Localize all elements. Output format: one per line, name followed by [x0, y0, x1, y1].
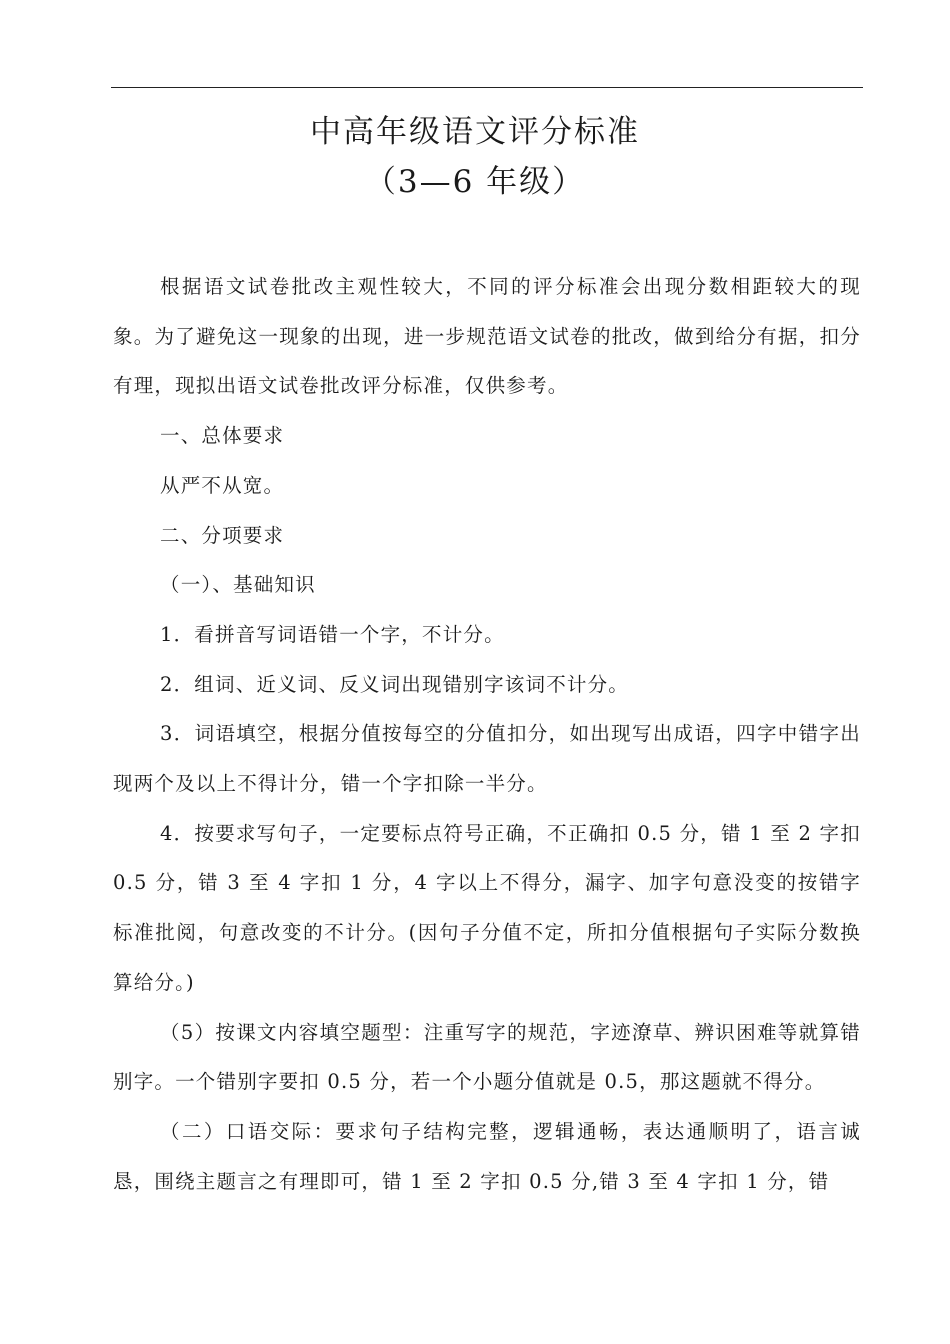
general-requirement: 从严不从宽。: [160, 473, 285, 497]
section-heading-general: 一、总体要求: [160, 424, 285, 448]
header-rule: [111, 87, 863, 88]
rule-item-4: 4．按要求写句子，一定要标点符号正确，不正确扣 0.5 分，错 1 至 2 字扣 0.5 分，错 3 至 4 字扣 1 分，4 字以上不得分，漏字、加字句意没变的按错字标准批阅，句意改变的不计分。(因句子分值不定，所扣分值根据句子实际分数换算给分。): [113, 821, 861, 994]
intro-paragraph: 根据语文试卷批改主观性较大，不同的评分标准会出现分数相距较大的现象。为了避免这一现象的出现，进一步规范语文试卷的批改，做到给分有据，扣分有理，现拟出语文试卷批改评分标准，仅供参考。: [113, 275, 861, 398]
oral-communication-paragraph: （二）口语交际：要求句子结构完整，逻辑通畅，表达通顺明了，语言诚恳，围绕主题言之有理即可，错 1 至 2 字扣 0.5 分,错 3 至 4 字扣 1 分，错: [113, 1119, 861, 1193]
rule-item-1: 1．看拼音写词语错一个字，不计分。: [160, 622, 505, 646]
document-title: 中高年级语文评分标准: [310, 114, 640, 150]
section-heading-items: 二、分项要求: [160, 523, 285, 547]
rule-item-2: 2．组词、近义词、反义词出现错别字该词不计分。: [160, 672, 630, 696]
rule-item-5: （5）按课文内容填空题型：注重写字的规范，字迹潦草、辨识困难等就算错别字。一个错别字要扣 0.5 分，若一个小题分值就是 0.5，那这题就不得分。: [113, 1020, 861, 1094]
rule-item-3: 3．词语填空，根据分值按每空的分值扣分，如出现写出成语，四字中错字出现两个及以上不得计分，错一个字扣除一半分。: [113, 722, 861, 796]
document-subtitle: （3—6 年级）: [364, 164, 586, 200]
document-body: [113, 262, 861, 1206]
subsection-heading-basics: （一）、基础知识: [160, 573, 316, 597]
